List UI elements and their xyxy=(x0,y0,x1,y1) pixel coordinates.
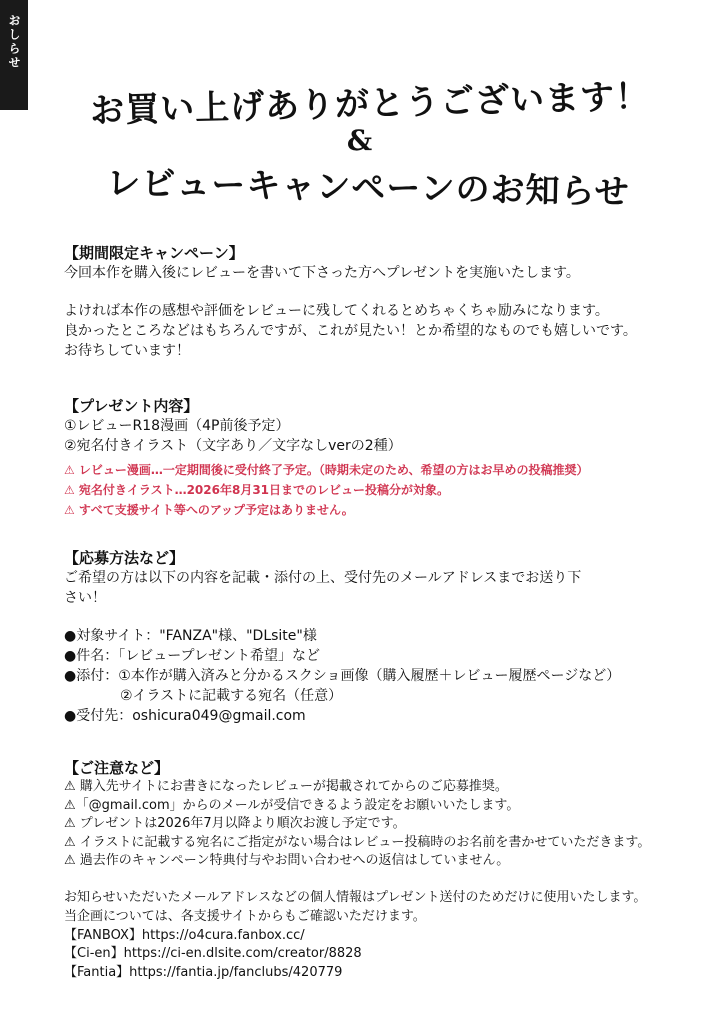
note-line: ⚠ 過去作のキャンペーン特典付与やお問い合わせへの返信はしていません。 xyxy=(64,853,510,868)
campaign-section xyxy=(64,243,694,361)
present-heading: 【プレゼント内容】 xyxy=(64,397,199,415)
note-line: ⚠ 購入先サイトにお書きになったレビューが掲載されてからのご応募推奨。 xyxy=(64,779,508,794)
link-ci-en[interactable]: 【Ci-en】https://ci-en.dlsite.com/creator/8828 xyxy=(64,946,362,961)
privacy-note: お知らせいただいたメールアドレスなどの個人情報はプレゼント送付のためだけに使用いたします。 xyxy=(64,889,647,905)
campaign-line: お待ちしています！ xyxy=(64,343,190,359)
apply-intro: さい！ xyxy=(64,590,106,606)
apply-heading: 【応募方法など】 xyxy=(64,549,185,567)
title-campaign: レビューキャンペーンのお知らせ xyxy=(105,163,630,213)
warning-line: ⚠ 宛名付きイラスト…2026年8月31日までのレビュー投稿分が対象。 xyxy=(64,483,450,497)
notes-heading: 【ご注意など】 xyxy=(64,759,170,777)
present-item: ①レビューR18漫画（4P前後予定） xyxy=(64,418,290,434)
apply-item: ●添付：①本作が購入済みと分かるスクショ画像（購入履歴＋レビュー履歴ページなど） xyxy=(64,668,621,684)
links-section xyxy=(64,908,694,982)
campaign-line: 良かったところなどはもちろんですが、これが見たい！とか希望的なものでも嬉しいです。 xyxy=(64,323,637,339)
campaign-line: 今回本作を購入後にレビューを書いて下さった方へプレゼントを実施いたします。 xyxy=(64,265,580,281)
links-intro: 当企画については、各支援サイトからもご確認いただけます。 xyxy=(64,909,426,924)
title-ampersand: & xyxy=(346,124,374,157)
apply-email[interactable]: ●受付先：oshicura049@gmail.com xyxy=(64,708,306,724)
note-line: ⚠「@gmail.com」からのメールが受信できるよう設定をお願いいたします。 xyxy=(64,797,520,813)
title-thanks: お買い上げありがとうございます！ xyxy=(89,76,651,132)
warning-line: ⚠ すべて支援サイト等へのアップ予定はありません。 xyxy=(64,503,354,517)
apply-intro: ご希望の方は以下の内容を記載・添付の上、受付先のメールアドレスまでお送り下 xyxy=(64,570,582,586)
note-line: ⚠ プレゼントは2026年7月以降より順次お渡し予定です。 xyxy=(64,816,406,831)
apply-item: ②イラストに記載する宛名（任意） xyxy=(64,688,343,704)
present-section xyxy=(64,396,694,520)
apply-item: ●件名：「レビュープレゼント希望」など xyxy=(64,648,320,664)
campaign-line: よければ本作の感想や評価をレビューに残してくれるとめちゃくちゃ励みになります。 xyxy=(64,303,609,319)
campaign-heading: 【期間限定キャンペーン】 xyxy=(64,244,244,262)
note-line: ⚠ イラストに記載する宛名にご指定がない場合はレビュー投稿時のお名前を書かせていただきます。 xyxy=(64,834,651,850)
apply-section xyxy=(64,548,694,726)
notes-section xyxy=(64,758,694,907)
link-fantia[interactable]: 【Fantia】https://fantia.jp/fanclubs/420779 xyxy=(64,964,343,980)
link-fanbox[interactable]: 【FANBOX】https://o4cura.fanbox.cc/ xyxy=(64,927,305,943)
notice-tab-label: おしらせ xyxy=(7,14,21,70)
present-item: ②宛名付きイラスト（文字あり／文字なしverの2種） xyxy=(64,438,402,454)
warning-line: ⚠ レビュー漫画…一定期間後に受付終了予定。（時期未定のため、希望の方はお早めの投稿推奨） xyxy=(64,463,589,477)
apply-item: ●対象サイト："FANZA"様、"DLsite"様 xyxy=(64,628,317,644)
